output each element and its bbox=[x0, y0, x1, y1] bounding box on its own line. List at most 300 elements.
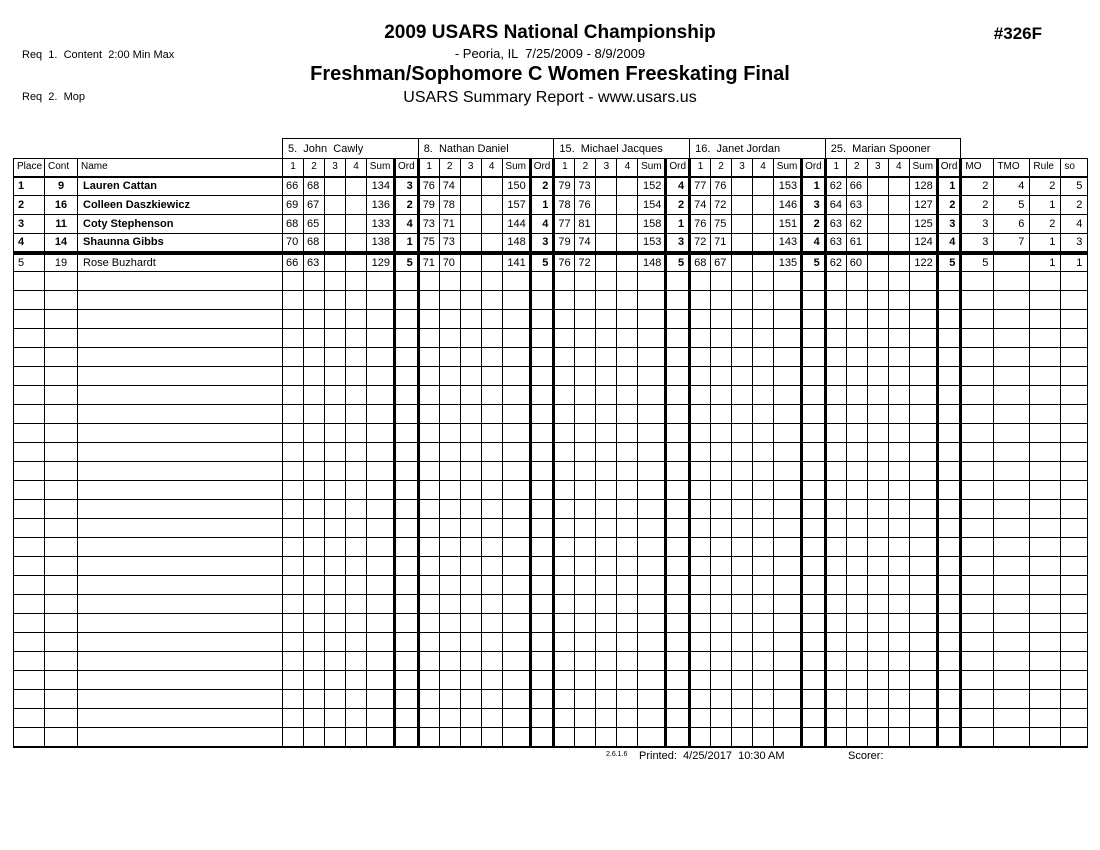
event-title: Freshman/Sophomore C Women Freeskating Final bbox=[310, 63, 790, 85]
empty-cell bbox=[617, 557, 638, 576]
score-cell bbox=[596, 215, 617, 234]
empty-cell bbox=[14, 728, 45, 747]
empty-cell bbox=[14, 386, 45, 405]
empty-cell bbox=[439, 538, 460, 557]
empty-cell bbox=[909, 272, 937, 291]
judge-header: 15. Michael Jacques bbox=[554, 139, 690, 159]
empty-cell bbox=[937, 310, 961, 329]
empty-cell bbox=[711, 728, 732, 747]
empty-cell bbox=[1030, 519, 1061, 538]
empty-cell bbox=[14, 500, 45, 519]
score-cell: 71 bbox=[711, 234, 732, 253]
empty-cell bbox=[554, 500, 575, 519]
empty-cell bbox=[732, 367, 753, 386]
empty-cell bbox=[45, 595, 78, 614]
empty-cell bbox=[14, 348, 45, 367]
empty-cell bbox=[846, 633, 867, 652]
empty-cell bbox=[439, 557, 460, 576]
empty-cell bbox=[481, 709, 502, 728]
empty-cell bbox=[732, 709, 753, 728]
empty-row bbox=[14, 633, 1088, 652]
empty-cell bbox=[304, 576, 325, 595]
judge-header: 25. Marian Spooner bbox=[825, 139, 961, 159]
empty-cell bbox=[502, 386, 530, 405]
empty-cell bbox=[418, 424, 439, 443]
empty-cell bbox=[502, 595, 530, 614]
rule-cell: 2 bbox=[1030, 215, 1061, 234]
empty-cell bbox=[530, 443, 554, 462]
empty-cell bbox=[994, 481, 1030, 500]
empty-cell bbox=[395, 310, 419, 329]
so-cell: 2 bbox=[1061, 196, 1088, 215]
empty-cell bbox=[78, 424, 283, 443]
empty-cell bbox=[346, 272, 367, 291]
score-cell bbox=[617, 253, 638, 272]
empty-cell bbox=[1030, 690, 1061, 709]
empty-cell bbox=[774, 386, 802, 405]
empty-cell bbox=[937, 557, 961, 576]
empty-cell bbox=[961, 614, 994, 633]
empty-cell bbox=[78, 329, 283, 348]
empty-cell bbox=[1061, 329, 1088, 348]
score-cell: 74 bbox=[439, 177, 460, 196]
empty-cell bbox=[711, 405, 732, 424]
empty-cell bbox=[596, 633, 617, 652]
empty-cell bbox=[888, 481, 909, 500]
empty-cell bbox=[732, 652, 753, 671]
empty-cell bbox=[283, 519, 304, 538]
empty-cell bbox=[753, 367, 774, 386]
empty-cell bbox=[690, 367, 711, 386]
empty-cell bbox=[502, 633, 530, 652]
score3-header: 3 bbox=[732, 159, 753, 177]
empty-cell bbox=[502, 367, 530, 386]
empty-cell bbox=[481, 386, 502, 405]
empty-cell bbox=[460, 386, 481, 405]
ord-cell: 5 bbox=[937, 253, 961, 272]
empty-cell bbox=[530, 310, 554, 329]
score2-header: 2 bbox=[575, 159, 596, 177]
empty-cell bbox=[554, 462, 575, 481]
empty-cell bbox=[732, 557, 753, 576]
empty-cell bbox=[460, 443, 481, 462]
empty-cell bbox=[753, 614, 774, 633]
name-cell: Coty Stephenson bbox=[78, 215, 283, 234]
empty-cell bbox=[78, 671, 283, 690]
score-cell: 71 bbox=[439, 215, 460, 234]
empty-cell bbox=[304, 481, 325, 500]
empty-cell bbox=[395, 272, 419, 291]
score-cell: 73 bbox=[439, 234, 460, 253]
score-cell: 70 bbox=[283, 234, 304, 253]
empty-cell bbox=[304, 690, 325, 709]
empty-cell bbox=[283, 690, 304, 709]
empty-cell bbox=[1061, 519, 1088, 538]
empty-cell bbox=[78, 405, 283, 424]
empty-cell bbox=[846, 329, 867, 348]
empty-cell bbox=[45, 329, 78, 348]
empty-cell bbox=[638, 424, 666, 443]
score-cell: 74 bbox=[575, 234, 596, 253]
tmo-header: TMO bbox=[994, 159, 1030, 177]
empty-cell bbox=[690, 462, 711, 481]
name-cell: Shaunna Gibbs bbox=[78, 234, 283, 253]
empty-cell bbox=[961, 652, 994, 671]
empty-cell bbox=[909, 709, 937, 728]
empty-cell bbox=[439, 481, 460, 500]
empty-cell bbox=[617, 405, 638, 424]
sum-cell: 157 bbox=[502, 196, 530, 215]
empty-cell bbox=[502, 443, 530, 462]
empty-cell bbox=[1030, 424, 1061, 443]
empty-cell bbox=[909, 614, 937, 633]
table-corner-right bbox=[961, 139, 1088, 159]
empty-cell bbox=[1030, 481, 1061, 500]
empty-cell bbox=[825, 576, 846, 595]
empty-cell bbox=[888, 424, 909, 443]
empty-cell bbox=[638, 481, 666, 500]
empty-cell bbox=[418, 690, 439, 709]
empty-cell bbox=[304, 462, 325, 481]
score-cell bbox=[888, 215, 909, 234]
sum-cell: 151 bbox=[774, 215, 802, 234]
empty-cell bbox=[304, 538, 325, 557]
empty-cell bbox=[994, 595, 1030, 614]
empty-cell bbox=[325, 329, 346, 348]
empty-cell bbox=[666, 405, 690, 424]
score-cell: 68 bbox=[304, 177, 325, 196]
empty-cell bbox=[1061, 348, 1088, 367]
empty-cell bbox=[596, 424, 617, 443]
empty-cell bbox=[325, 424, 346, 443]
empty-cell bbox=[78, 557, 283, 576]
competitor-row bbox=[14, 215, 1088, 234]
empty-cell bbox=[45, 424, 78, 443]
empty-cell bbox=[530, 519, 554, 538]
empty-cell bbox=[502, 329, 530, 348]
empty-cell bbox=[596, 557, 617, 576]
empty-cell bbox=[395, 690, 419, 709]
so-header: so bbox=[1061, 159, 1088, 177]
empty-cell bbox=[575, 405, 596, 424]
empty-cell bbox=[530, 291, 554, 310]
empty-cell bbox=[439, 500, 460, 519]
empty-cell bbox=[283, 614, 304, 633]
empty-cell bbox=[45, 690, 78, 709]
empty-cell bbox=[418, 386, 439, 405]
empty-cell bbox=[304, 348, 325, 367]
score3-header: 3 bbox=[460, 159, 481, 177]
requirement-line-2: Req 2. Mop bbox=[22, 91, 85, 103]
empty-row bbox=[14, 557, 1088, 576]
score-cell: 68 bbox=[304, 234, 325, 253]
empty-cell bbox=[888, 348, 909, 367]
empty-cell bbox=[732, 481, 753, 500]
empty-cell bbox=[14, 481, 45, 500]
cont-cell: 14 bbox=[45, 234, 78, 253]
empty-cell bbox=[346, 329, 367, 348]
empty-cell bbox=[888, 709, 909, 728]
empty-cell bbox=[325, 709, 346, 728]
empty-row bbox=[14, 595, 1088, 614]
empty-cell bbox=[961, 310, 994, 329]
judge-header: 8. Nathan Daniel bbox=[418, 139, 554, 159]
empty-cell bbox=[481, 329, 502, 348]
empty-cell bbox=[867, 424, 888, 443]
empty-cell bbox=[994, 728, 1030, 747]
empty-cell bbox=[802, 500, 826, 519]
empty-cell bbox=[45, 310, 78, 329]
score4-header: 4 bbox=[753, 159, 774, 177]
empty-cell bbox=[617, 576, 638, 595]
empty-cell bbox=[439, 595, 460, 614]
empty-cell bbox=[283, 709, 304, 728]
empty-cell bbox=[690, 500, 711, 519]
empty-cell bbox=[283, 443, 304, 462]
empty-cell bbox=[774, 709, 802, 728]
empty-cell bbox=[1030, 576, 1061, 595]
empty-cell bbox=[825, 519, 846, 538]
empty-cell bbox=[617, 329, 638, 348]
mo-cell: 5 bbox=[961, 253, 994, 272]
empty-cell bbox=[45, 386, 78, 405]
empty-cell bbox=[666, 595, 690, 614]
empty-cell bbox=[78, 348, 283, 367]
empty-cell bbox=[367, 481, 395, 500]
footer-scorer-label: Scorer: bbox=[848, 750, 884, 762]
empty-cell bbox=[909, 728, 937, 747]
empty-cell bbox=[825, 652, 846, 671]
empty-cell bbox=[909, 386, 937, 405]
empty-cell bbox=[846, 405, 867, 424]
empty-cell bbox=[846, 519, 867, 538]
empty-cell bbox=[937, 633, 961, 652]
empty-cell bbox=[596, 481, 617, 500]
empty-cell bbox=[937, 614, 961, 633]
empty-cell bbox=[481, 348, 502, 367]
empty-cell bbox=[481, 443, 502, 462]
empty-cell bbox=[909, 633, 937, 652]
empty-cell bbox=[575, 272, 596, 291]
cont-cell: 16 bbox=[45, 196, 78, 215]
empty-cell bbox=[666, 728, 690, 747]
empty-cell bbox=[45, 728, 78, 747]
empty-cell bbox=[617, 310, 638, 329]
empty-cell bbox=[1061, 595, 1088, 614]
empty-cell bbox=[961, 576, 994, 595]
empty-cell bbox=[774, 291, 802, 310]
empty-cell bbox=[45, 291, 78, 310]
empty-cell bbox=[994, 272, 1030, 291]
empty-cell bbox=[909, 595, 937, 614]
empty-cell bbox=[888, 671, 909, 690]
empty-cell bbox=[867, 405, 888, 424]
ord-cell: 3 bbox=[530, 234, 554, 253]
empty-cell bbox=[596, 367, 617, 386]
empty-cell bbox=[825, 329, 846, 348]
empty-cell bbox=[283, 576, 304, 595]
empty-cell bbox=[867, 500, 888, 519]
sum-cell: 127 bbox=[909, 196, 937, 215]
empty-cell bbox=[395, 557, 419, 576]
empty-cell bbox=[325, 614, 346, 633]
empty-cell bbox=[367, 424, 395, 443]
ord-header: Ord bbox=[666, 159, 690, 177]
empty-cell bbox=[753, 424, 774, 443]
empty-cell bbox=[846, 443, 867, 462]
empty-cell bbox=[666, 348, 690, 367]
empty-cell bbox=[888, 405, 909, 424]
empty-cell bbox=[575, 500, 596, 519]
empty-cell bbox=[961, 633, 994, 652]
empty-cell bbox=[867, 367, 888, 386]
empty-cell bbox=[346, 443, 367, 462]
empty-cell bbox=[45, 671, 78, 690]
sum-cell: 153 bbox=[774, 177, 802, 196]
ord-cell: 1 bbox=[666, 215, 690, 234]
empty-cell bbox=[711, 424, 732, 443]
sum-cell: 122 bbox=[909, 253, 937, 272]
empty-cell bbox=[961, 690, 994, 709]
empty-cell bbox=[888, 386, 909, 405]
ord-cell: 3 bbox=[395, 177, 419, 196]
empty-cell bbox=[439, 728, 460, 747]
empty-cell bbox=[732, 329, 753, 348]
empty-cell bbox=[367, 405, 395, 424]
empty-cell bbox=[304, 595, 325, 614]
score-cell bbox=[617, 234, 638, 253]
score2-header: 2 bbox=[711, 159, 732, 177]
empty-cell bbox=[418, 576, 439, 595]
empty-cell bbox=[846, 386, 867, 405]
empty-cell bbox=[961, 405, 994, 424]
empty-cell bbox=[346, 424, 367, 443]
score-cell bbox=[460, 196, 481, 215]
empty-cell bbox=[575, 462, 596, 481]
mo-cell: 2 bbox=[961, 196, 994, 215]
score2-header: 2 bbox=[846, 159, 867, 177]
empty-cell bbox=[395, 519, 419, 538]
empty-cell bbox=[418, 348, 439, 367]
empty-cell bbox=[711, 386, 732, 405]
score1-header: 1 bbox=[825, 159, 846, 177]
so-cell: 4 bbox=[1061, 215, 1088, 234]
empty-cell bbox=[481, 310, 502, 329]
empty-cell bbox=[888, 538, 909, 557]
empty-cell bbox=[554, 595, 575, 614]
empty-cell bbox=[395, 652, 419, 671]
empty-cell bbox=[1061, 690, 1088, 709]
empty-cell bbox=[1061, 291, 1088, 310]
empty-cell bbox=[802, 481, 826, 500]
empty-cell bbox=[994, 405, 1030, 424]
empty-cell bbox=[753, 462, 774, 481]
empty-cell bbox=[617, 386, 638, 405]
empty-cell bbox=[888, 595, 909, 614]
empty-cell bbox=[638, 557, 666, 576]
empty-row bbox=[14, 329, 1088, 348]
empty-cell bbox=[14, 405, 45, 424]
empty-cell bbox=[14, 443, 45, 462]
empty-cell bbox=[575, 443, 596, 462]
empty-cell bbox=[481, 367, 502, 386]
empty-cell bbox=[937, 709, 961, 728]
empty-cell bbox=[439, 671, 460, 690]
empty-cell bbox=[774, 424, 802, 443]
place-cell: 3 bbox=[14, 215, 45, 234]
empty-row bbox=[14, 614, 1088, 633]
score4-header: 4 bbox=[346, 159, 367, 177]
empty-cell bbox=[460, 538, 481, 557]
score-cell bbox=[325, 177, 346, 196]
empty-cell bbox=[502, 652, 530, 671]
empty-cell bbox=[774, 481, 802, 500]
empty-cell bbox=[617, 728, 638, 747]
empty-cell bbox=[530, 500, 554, 519]
empty-cell bbox=[418, 728, 439, 747]
empty-cell bbox=[367, 386, 395, 405]
empty-cell bbox=[395, 443, 419, 462]
empty-cell bbox=[304, 272, 325, 291]
empty-cell bbox=[554, 614, 575, 633]
empty-cell bbox=[575, 291, 596, 310]
empty-cell bbox=[45, 576, 78, 595]
empty-cell bbox=[530, 538, 554, 557]
empty-cell bbox=[530, 690, 554, 709]
empty-row bbox=[14, 443, 1088, 462]
empty-cell bbox=[753, 538, 774, 557]
sum-cell: 143 bbox=[774, 234, 802, 253]
empty-cell bbox=[575, 614, 596, 633]
place-header: Place bbox=[14, 159, 45, 177]
empty-cell bbox=[460, 519, 481, 538]
ord-cell: 2 bbox=[666, 196, 690, 215]
empty-cell bbox=[846, 690, 867, 709]
empty-cell bbox=[1030, 652, 1061, 671]
empty-cell bbox=[666, 652, 690, 671]
score-cell bbox=[481, 234, 502, 253]
score-cell: 65 bbox=[304, 215, 325, 234]
score-cell: 69 bbox=[283, 196, 304, 215]
empty-cell bbox=[1030, 538, 1061, 557]
empty-cell bbox=[439, 348, 460, 367]
empty-row bbox=[14, 652, 1088, 671]
empty-cell bbox=[575, 576, 596, 595]
empty-cell bbox=[732, 614, 753, 633]
empty-cell bbox=[888, 576, 909, 595]
empty-cell bbox=[78, 310, 283, 329]
empty-cell bbox=[617, 538, 638, 557]
empty-cell bbox=[711, 595, 732, 614]
ord-cell: 1 bbox=[395, 234, 419, 253]
empty-cell bbox=[909, 652, 937, 671]
empty-cell bbox=[867, 538, 888, 557]
empty-cell bbox=[961, 443, 994, 462]
empty-cell bbox=[937, 671, 961, 690]
empty-cell bbox=[367, 367, 395, 386]
empty-cell bbox=[961, 386, 994, 405]
empty-cell bbox=[575, 690, 596, 709]
empty-cell bbox=[325, 367, 346, 386]
empty-row bbox=[14, 481, 1088, 500]
cont-cell: 11 bbox=[45, 215, 78, 234]
empty-cell bbox=[690, 690, 711, 709]
empty-cell bbox=[1061, 538, 1088, 557]
empty-cell bbox=[690, 614, 711, 633]
empty-cell bbox=[502, 709, 530, 728]
empty-cell bbox=[554, 443, 575, 462]
empty-cell bbox=[937, 386, 961, 405]
